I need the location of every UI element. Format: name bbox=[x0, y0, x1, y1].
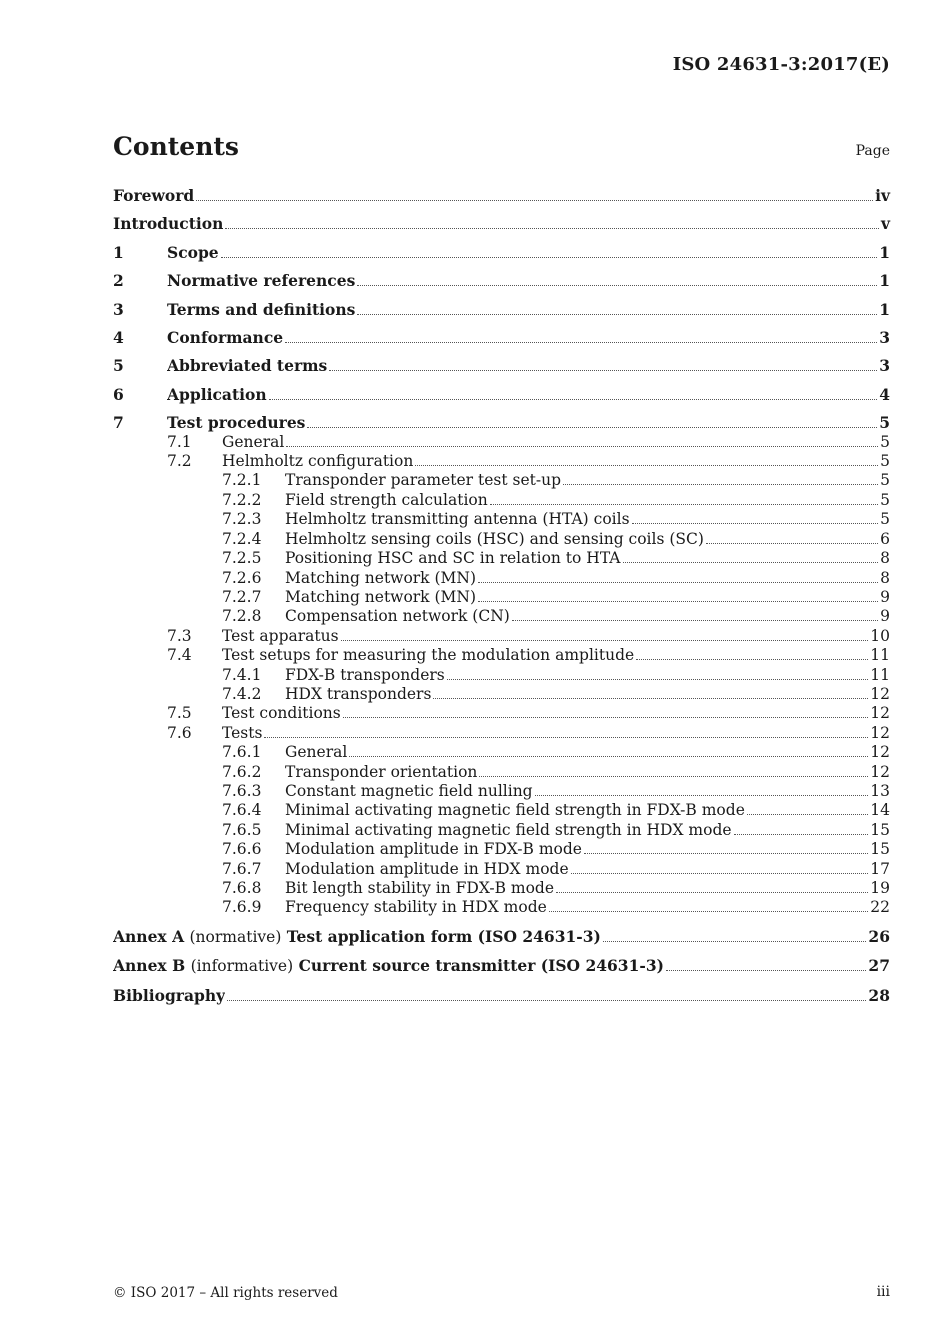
toc-entry-number: 7.2.8 bbox=[222, 607, 262, 626]
toc-entry-title: Helmholtz configuration bbox=[222, 452, 414, 471]
toc-entry-page: 10 bbox=[870, 626, 890, 645]
toc-entry-number: 7.5 bbox=[167, 704, 192, 723]
dot-leader bbox=[584, 853, 868, 854]
toc-entry-number: 7.6.6 bbox=[222, 840, 262, 859]
toc-entry-page: 5 bbox=[880, 432, 890, 451]
dot-leader bbox=[349, 756, 868, 757]
toc-entry-subsection[interactable] bbox=[113, 724, 890, 743]
toc-entry-subsubsection[interactable] bbox=[113, 898, 890, 917]
toc-entry-page: 5 bbox=[880, 471, 890, 490]
toc-entry-number: 7 bbox=[113, 413, 124, 433]
toc-entry-title: Tests bbox=[222, 723, 263, 742]
toc-entry-title: Modulation amplitude in FDX-B mode bbox=[285, 840, 582, 859]
toc-entry-subsection[interactable] bbox=[113, 646, 890, 665]
toc-entry-page: 11 bbox=[870, 665, 890, 684]
toc-entry-number: 7.3 bbox=[167, 626, 192, 645]
dot-leader bbox=[269, 399, 878, 400]
toc-entry-number: 7.1 bbox=[167, 432, 192, 451]
dot-leader bbox=[357, 285, 877, 286]
document-code: ISO 24631-3:2017(E) bbox=[672, 54, 890, 75]
toc-entry-page: 1 bbox=[879, 299, 890, 319]
toc-entry-number: 7.6.8 bbox=[222, 879, 262, 897]
dot-leader bbox=[747, 814, 868, 815]
toc-entry-number: 7.6.4 bbox=[222, 801, 262, 820]
toc-entry-section[interactable] bbox=[113, 300, 890, 319]
toc-entry-subsubsection[interactable] bbox=[113, 530, 890, 549]
toc-entry-subsubsection[interactable] bbox=[113, 569, 890, 588]
toc-entry-page: v bbox=[880, 214, 890, 234]
toc-entry-title: Modulation amplitude in HDX mode bbox=[285, 859, 569, 878]
toc-entry-title: Minimal activating magnetic field strength in FDX-B mode bbox=[285, 801, 745, 820]
toc-entry-title: Application bbox=[167, 384, 267, 404]
toc-entry-number: 7.6 bbox=[167, 723, 192, 742]
toc-entry-subsubsection[interactable] bbox=[113, 588, 890, 607]
toc-entry-number: 7.6.5 bbox=[222, 820, 262, 839]
toc-entry-title: Helmholtz sensing coils (HSC) and sensing coils (SC) bbox=[285, 529, 704, 548]
dot-leader bbox=[490, 504, 878, 505]
dot-leader bbox=[196, 200, 873, 201]
dot-leader bbox=[706, 543, 878, 544]
dot-leader bbox=[415, 465, 878, 466]
toc-entry-title: HDX transponders bbox=[285, 684, 432, 703]
annex-title: Current source transmitter (ISO 24631-3) bbox=[298, 956, 664, 976]
toc-entry-title: Scope bbox=[167, 242, 219, 262]
toc-entry-title: Bibliography bbox=[113, 985, 226, 1005]
toc-entry-page: 12 bbox=[870, 743, 890, 762]
copyright-notice: © ISO 2017 – All rights reserved bbox=[113, 1285, 338, 1301]
toc-entry-number: 7.6.2 bbox=[222, 762, 262, 781]
toc-entry-subsubsection[interactable] bbox=[113, 743, 890, 762]
toc-entry-title: Abbreviated terms bbox=[167, 356, 328, 376]
toc-entry-subsection[interactable] bbox=[113, 452, 890, 471]
dot-leader bbox=[623, 562, 879, 563]
toc-entry-page: 6 bbox=[880, 529, 890, 548]
toc-entry-page: 17 bbox=[870, 859, 890, 878]
toc-entry-number: 7.6.1 bbox=[222, 743, 262, 762]
toc-entry-title: Test procedures bbox=[167, 413, 306, 433]
toc-entry-page: 14 bbox=[870, 801, 890, 820]
toc-entry-page: iv bbox=[875, 186, 890, 205]
page-number: iii bbox=[876, 1284, 890, 1300]
toc-entry-page: 12 bbox=[870, 704, 890, 723]
toc-entry-number: 5 bbox=[113, 356, 124, 376]
toc-entry-subsubsection[interactable] bbox=[113, 879, 890, 898]
toc-entry-number: 7.2 bbox=[167, 452, 192, 471]
toc-entry-page: 27 bbox=[868, 956, 890, 976]
toc-entry-page: 11 bbox=[870, 646, 890, 665]
toc-entry-title: General bbox=[222, 432, 285, 451]
toc-entry-number: 1 bbox=[113, 242, 124, 262]
dot-leader bbox=[433, 698, 868, 699]
toc-entry-page: 4 bbox=[879, 384, 890, 404]
toc-entry-number: 4 bbox=[113, 328, 124, 348]
toc-entry-title bbox=[113, 956, 664, 976]
toc-entry-number: 7.2.3 bbox=[222, 510, 262, 529]
dot-leader bbox=[666, 970, 866, 971]
toc-entry-page: 5 bbox=[880, 452, 890, 471]
dot-leader bbox=[264, 737, 868, 738]
toc-entry-number: 7.6.3 bbox=[222, 781, 262, 800]
toc-entry-title: Minimal activating magnetic field strength in HDX mode bbox=[285, 820, 732, 839]
toc-entry-number: 7.6.9 bbox=[222, 898, 262, 917]
toc-entry-subsubsection[interactable] bbox=[113, 685, 890, 704]
annex-type: (normative) bbox=[189, 927, 282, 946]
toc-entry-page: 1 bbox=[879, 242, 890, 262]
toc-entry-number: 7.2.7 bbox=[222, 587, 262, 606]
toc-entry-title: Matching network (MN) bbox=[285, 587, 477, 606]
toc-entry-page: 5 bbox=[879, 413, 890, 433]
toc-entry-number: 7.2.4 bbox=[222, 529, 262, 548]
toc-entry-bibliography[interactable] bbox=[113, 986, 890, 1005]
dot-leader bbox=[632, 523, 879, 524]
toc-entry-section[interactable] bbox=[113, 271, 890, 290]
dot-leader bbox=[285, 342, 877, 343]
toc-entry-title: Positioning HSC and SC in relation to HTA bbox=[285, 549, 621, 568]
toc-entry-number: 7.2.6 bbox=[222, 568, 262, 587]
dot-leader bbox=[556, 892, 868, 893]
toc-entry-page: 28 bbox=[868, 985, 890, 1005]
toc-entry-number: 7.6.7 bbox=[222, 859, 262, 878]
dot-leader bbox=[603, 941, 867, 942]
toc-entry-page: 15 bbox=[870, 840, 890, 859]
toc-entry-page: 15 bbox=[870, 820, 890, 839]
toc-entry-title: Constant magnetic field nulling bbox=[285, 781, 533, 800]
dot-leader bbox=[343, 717, 869, 718]
dot-leader bbox=[478, 582, 878, 583]
toc-entry-page: 19 bbox=[870, 879, 890, 897]
dot-leader bbox=[341, 640, 869, 641]
toc-entry-subsection[interactable] bbox=[113, 704, 890, 723]
toc-entry-subsubsection[interactable] bbox=[113, 840, 890, 859]
toc-entry-title: Helmholtz transmitting antenna (HTA) coils bbox=[285, 510, 630, 529]
toc-entry-title: Bit length stability in FDX-B mode bbox=[285, 879, 555, 897]
table-of-contents bbox=[113, 183, 890, 1005]
toc-entry-section[interactable] bbox=[113, 413, 890, 432]
toc-entry-subsubsection[interactable] bbox=[113, 782, 890, 801]
dot-leader bbox=[447, 679, 869, 680]
toc-entry-subsubsection[interactable] bbox=[113, 666, 890, 685]
toc-entry-title: Matching network (MN) bbox=[285, 568, 477, 587]
dot-leader bbox=[734, 834, 869, 835]
dot-leader bbox=[221, 257, 878, 258]
toc-entry-subsubsection[interactable] bbox=[113, 860, 890, 879]
toc-entry-title: Terms and definitions bbox=[167, 299, 356, 319]
dot-leader bbox=[549, 911, 868, 912]
toc-entry-number: 7.2.1 bbox=[222, 471, 262, 490]
toc-entry-title: Normative references bbox=[167, 271, 356, 291]
toc-entry-title: FDX-B transponders bbox=[285, 665, 445, 684]
toc-entry-subsubsection[interactable] bbox=[113, 763, 890, 782]
toc-entry-title: Transponder parameter test set-up bbox=[285, 471, 562, 490]
toc-entry-subsection[interactable] bbox=[113, 433, 890, 452]
toc-entry-page: 5 bbox=[880, 490, 890, 509]
toc-entry-introduction[interactable] bbox=[113, 214, 890, 233]
toc-entry-annex-a[interactable] bbox=[113, 927, 890, 947]
toc-entry-title: Foreword bbox=[113, 186, 195, 205]
annex-type: (informative) bbox=[190, 957, 294, 976]
toc-entry-subsubsection[interactable] bbox=[113, 607, 890, 626]
dot-leader bbox=[286, 446, 878, 447]
toc-entry-subsubsection[interactable] bbox=[113, 821, 890, 840]
toc-entry-title: Compensation network (CN) bbox=[285, 607, 510, 626]
page-title: Contents bbox=[113, 132, 240, 161]
annex-title: Test application form (ISO 24631-3) bbox=[286, 926, 601, 946]
toc-entry-number: 6 bbox=[113, 384, 124, 404]
toc-entry-subsection[interactable] bbox=[113, 627, 890, 646]
toc-entry-number: 7.2.2 bbox=[222, 490, 262, 509]
page-column-label: Page bbox=[855, 143, 890, 159]
toc-entry-number: 2 bbox=[113, 271, 124, 291]
toc-entry-page: 3 bbox=[879, 356, 890, 376]
toc-entry-page: 1 bbox=[879, 271, 890, 291]
annex-label: Annex B bbox=[113, 956, 186, 976]
toc-entry-number: 3 bbox=[113, 299, 124, 319]
toc-entry-page: 9 bbox=[880, 607, 890, 626]
toc-entry-title: Conformance bbox=[167, 328, 284, 348]
dot-leader bbox=[478, 601, 878, 602]
annex-label: Annex A bbox=[113, 926, 185, 946]
toc-entry-section[interactable] bbox=[113, 243, 890, 262]
toc-entry-title: Introduction bbox=[113, 214, 224, 234]
dot-leader bbox=[535, 795, 869, 796]
toc-entry-number: 7.2.5 bbox=[222, 549, 262, 568]
toc-entry-page: 9 bbox=[880, 587, 890, 606]
toc-entry-subsubsection[interactable] bbox=[113, 510, 890, 529]
toc-entry-number: 7.4.1 bbox=[222, 665, 262, 684]
toc-entry-section[interactable] bbox=[113, 328, 890, 347]
toc-entry-annex-b[interactable] bbox=[113, 956, 890, 976]
dot-leader bbox=[307, 427, 877, 428]
toc-entry-number: 7.4.2 bbox=[222, 684, 262, 703]
toc-entry-page: 5 bbox=[880, 510, 890, 529]
toc-entry-page: 12 bbox=[870, 723, 890, 742]
toc-entry-subsubsection[interactable] bbox=[113, 471, 890, 490]
toc-entry-page: 26 bbox=[868, 926, 890, 946]
dot-leader bbox=[329, 370, 877, 371]
dot-leader bbox=[479, 776, 868, 777]
toc-entry-page: 13 bbox=[870, 781, 890, 800]
toc-entry-title: Transponder orientation bbox=[285, 762, 478, 781]
toc-entry-page: 8 bbox=[880, 549, 890, 568]
dot-leader bbox=[563, 484, 878, 485]
toc-entry-number: 7.4 bbox=[167, 646, 192, 665]
toc-entry-title: Frequency stability in HDX mode bbox=[285, 898, 547, 917]
dot-leader bbox=[227, 1000, 866, 1001]
dot-leader bbox=[357, 314, 877, 315]
toc-entry-title: Test setups for measuring the modulation amplitude bbox=[222, 646, 635, 665]
dot-leader bbox=[571, 873, 869, 874]
toc-entry-title: Test apparatus bbox=[222, 626, 339, 645]
toc-entry-page: 22 bbox=[870, 898, 890, 917]
toc-entry-section[interactable] bbox=[113, 385, 890, 404]
toc-entry-page: 8 bbox=[880, 568, 890, 587]
toc-entry-section[interactable] bbox=[113, 356, 890, 375]
toc-entry-foreword[interactable] bbox=[113, 186, 890, 205]
dot-leader bbox=[225, 228, 879, 229]
toc-entry-title bbox=[113, 927, 601, 947]
toc-entry-subsubsection[interactable] bbox=[113, 801, 890, 820]
toc-entry-title: Test conditions bbox=[222, 704, 341, 723]
toc-entry-page: 12 bbox=[870, 684, 890, 703]
toc-entry-page: 12 bbox=[870, 762, 890, 781]
toc-entry-subsubsection[interactable] bbox=[113, 491, 890, 510]
toc-entry-title: General bbox=[285, 743, 348, 762]
dot-leader bbox=[636, 659, 868, 660]
toc-entry-title: Field strength calculation bbox=[285, 490, 488, 509]
toc-entry-page: 3 bbox=[879, 328, 890, 348]
dot-leader bbox=[512, 620, 878, 621]
toc-entry-subsubsection[interactable] bbox=[113, 549, 890, 568]
